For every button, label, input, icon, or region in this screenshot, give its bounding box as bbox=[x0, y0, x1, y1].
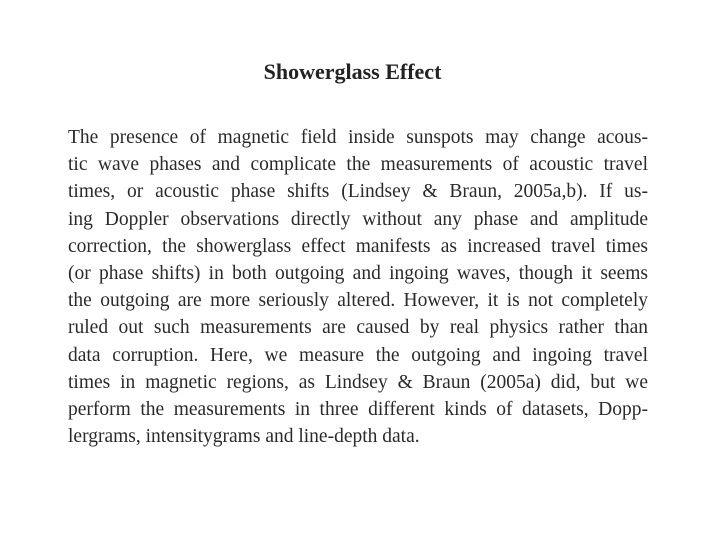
paragraph-line: perform the measurements in three different kinds of datasets, Dopp- bbox=[68, 399, 648, 421]
paragraph-line: tic wave phases and complicate the measurements of acoustic travel bbox=[68, 154, 648, 176]
paragraph-line: The presence of magnetic field inside sunspots may change acous- bbox=[68, 127, 648, 148]
paragraph-line: ing Doppler observations directly without any phase and amplitude bbox=[68, 208, 648, 230]
paragraph-line: times, or acoustic phase shifts (Lindsey & Braun, 2005a,b). If us- bbox=[68, 181, 648, 203]
paragraph-line: correction, the showerglass effect manifests as increased travel times bbox=[68, 235, 648, 257]
body-paragraph bbox=[68, 124, 648, 450]
slide-title: Showerglass Effect bbox=[263, 59, 442, 84]
paragraph-line: lergrams, intensitygrams and line-depth data. bbox=[68, 426, 420, 448]
paragraph-line: the outgoing are more seriously altered. However, it is not completely bbox=[68, 290, 648, 312]
paragraph-line: data corruption. Here, we measure the outgoing and ingoing travel bbox=[68, 344, 648, 366]
paragraph-line: (or phase shifts) in both outgoing and ingoing waves, though it seems bbox=[68, 263, 648, 285]
paragraph-line: ruled out such measurements are caused by real physics rather than bbox=[68, 317, 648, 339]
paragraph-line: times in magnetic regions, as Lindsey & Braun (2005a) did, but we bbox=[68, 371, 648, 393]
